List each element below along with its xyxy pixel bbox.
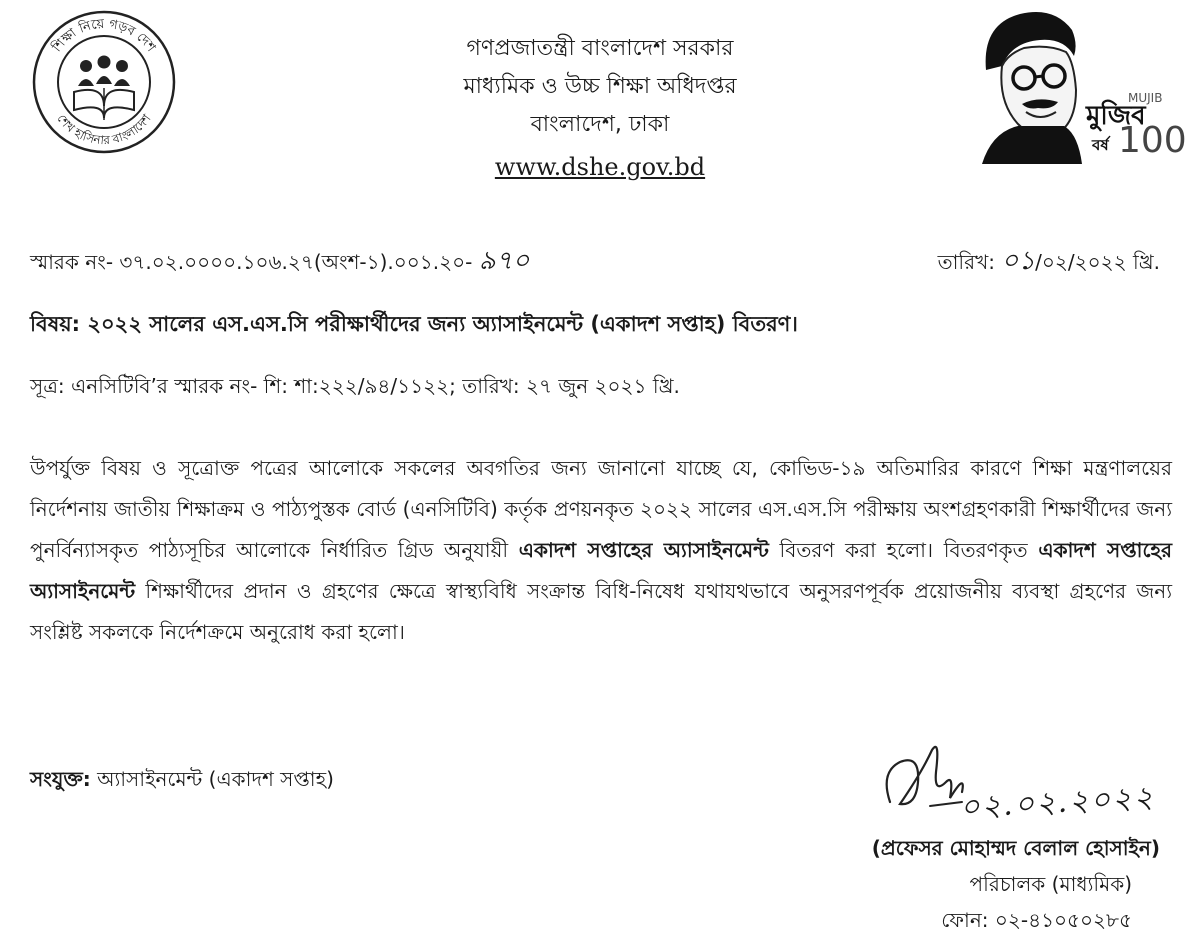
date-label: তারিখ: bbox=[937, 250, 996, 274]
memo-number bbox=[30, 240, 529, 284]
body-bold-assignment-1: একাদশ সপ্তাহের অ্যাসাইনমেন্ট bbox=[518, 538, 769, 562]
seal-top-text: শিক্ষা নিয়ে গড়ব দেশ bbox=[49, 16, 159, 55]
education-seal-logo bbox=[30, 8, 178, 156]
seal-bottom-text: শেখ হাসিনার বাংলাদেশ bbox=[54, 111, 154, 148]
body-text-part2: বিতরণ করা হলো। বিতরণকৃত bbox=[768, 538, 1039, 562]
header-government: গণপ্রজাতন্ত্রী বাংলাদেশ সরকার bbox=[466, 36, 734, 61]
header-location: বাংলাদেশ, ঢাকা bbox=[530, 112, 670, 137]
mujib-100-logo bbox=[968, 4, 1187, 164]
reference-line: সূত্র: এনসিটিবি’র স্মারক নং- শি: শা:২২২/৯৪/১১২২; তারিখ: ২৭ জুন ২০২১ খ্রি. bbox=[30, 374, 680, 398]
header-block bbox=[300, 30, 900, 188]
signatory-name: (প্রফেসর মোহাম্মদ বেলাল হোসাইন) bbox=[871, 836, 1160, 860]
signatory-designation: পরিচালক (মাধ্যমিক) bbox=[969, 872, 1132, 896]
website-link[interactable]: www.dshe.gov.bd bbox=[494, 153, 706, 181]
borsho-text: বর্ষ bbox=[1092, 136, 1109, 154]
signatory-phone: ফোন: ০২-৪১০৫০২৮৫ bbox=[941, 908, 1132, 932]
date-rest: /০২/২০২২ খ্রি. bbox=[1035, 250, 1160, 274]
body-paragraph bbox=[30, 448, 1172, 653]
date-handwritten-day: ০১ bbox=[1001, 246, 1036, 276]
mujib-en-text: MUJIB bbox=[1128, 91, 1163, 105]
issue-date bbox=[938, 240, 1160, 284]
memo-prefix: স্মারক নং- ৩৭.০২.০০০০.১০৬.২৭(অংশ-১).০০১.২০- bbox=[30, 250, 473, 274]
body-text-part1: উপর্যুক্ত বিষয় ও সূত্রোক্ত পত্রের আলোকে সকলের অবগতির জন্য জানানো যাচ্ছে যে, কোভিড-১৯ অতিমারির কারণে শিক্ষা মন্ত্রণালয়ের নির্দেশনায় জাতীয় শিক্ষাক্রম ও পাঠ্যপুস্তক বোর্ড (এনসিটিবি) কর্তৃক প্রণয়নকৃত ২০২২ সালের এস.এস.সি পরীক্ষায় অংশগ্রহণকারী শিক্ষার্থীদের জন্য পুনর্বিন্যাসকৃত পাঠ্যসূচির আলোকে নির্ধারিত গ্রিড অনুযায়ী bbox=[30, 456, 1172, 562]
signature-date: ০২.০২.২০২২ bbox=[959, 779, 1156, 826]
memo-handwritten-number: ৯৭০ bbox=[478, 246, 530, 276]
number-100-text: 100 bbox=[1118, 120, 1187, 161]
attachment-label: সংযুক্ত: bbox=[30, 767, 91, 791]
mujib-bangla-text: মুজিব bbox=[1086, 101, 1146, 131]
attachment-line bbox=[30, 765, 334, 798]
header-directorate: মাধ্যমিক ও উচ্চ শিক্ষা অধিদপ্তর bbox=[463, 74, 737, 99]
body-text-part3: শিক্ষার্থীদের প্রদান ও গ্রহণের ক্ষেত্রে স্বাস্থ্যবিধি সংক্রান্ত বিধি-নিষেধ যথাযথভাবে অনুসরণপূর্বক প্রয়োজনীয় ব্যবস্থা গ্রহণের জন্য সংশ্লিষ্ট সকলকে নির্দেশক্রমে অনুরোধ করা হলো। bbox=[30, 579, 1172, 644]
signatory-block bbox=[740, 830, 1160, 938]
body-bold-assignment-2: একাদশ সপ্তাহের অ্যাসাইনমেন্ট bbox=[30, 538, 1172, 603]
subject-line: বিষয়: ২০২২ সালের এস.এস.সি পরীক্ষার্থীদের জন্য অ্যাসাইনমেন্ট (একাদশ সপ্তাহ) বিতরণ। bbox=[30, 312, 798, 336]
attachment-text: অ্যাসাইনমেন্ট (একাদশ সপ্তাহ) bbox=[90, 767, 334, 791]
